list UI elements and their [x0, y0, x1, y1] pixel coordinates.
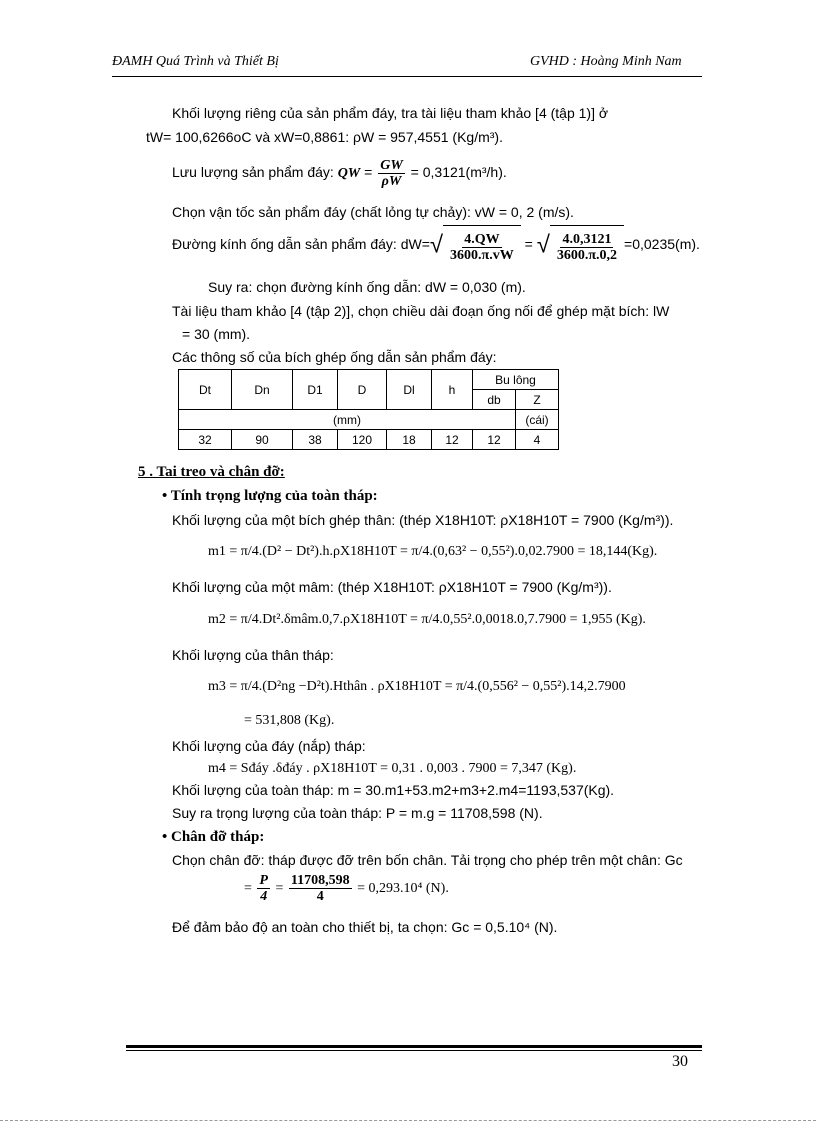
table-cell: 38	[293, 430, 338, 450]
table-cell: 90	[232, 430, 293, 450]
m1-formula: m1 = π/4.(D² − Dt²).h.ρX18H10T = π/4.(0,63² − 0,55²).0,02.7900 = 18,144(Kg).	[208, 544, 658, 559]
flow-num: GW	[380, 157, 403, 173]
leg-num2: 11708,598	[290, 873, 350, 889]
leg-den2: 4	[316, 889, 324, 905]
m4-formula: m4 = Sđáy .δđáy . ρX18H10T = 0,31 . 0,003 . 7900 = 7,347 (Kg).	[208, 761, 577, 776]
flow-lhs: QW	[337, 166, 361, 181]
sqrt-icon: √	[429, 231, 444, 259]
m3-formula: m3 = π/4.(D²ng −D²t).Hthân . ρX18H10T = π/4.(0,556² − 0,55²).14,2.7900	[208, 679, 626, 694]
table-cell: 32	[179, 430, 232, 450]
table-cell: 12	[432, 430, 473, 450]
flow-prefix: Lưu lượng sản phẩm đáy:	[172, 164, 338, 180]
flow-den: ρW	[381, 173, 402, 189]
th-d1: D1	[293, 370, 338, 410]
diameter-prefix: Đường kính ống dẫn sản phẩm đáy: dW=	[172, 236, 430, 252]
th-dl: Dl	[387, 370, 432, 410]
diameter-num1: 4.QW	[464, 231, 500, 247]
m-total: Khối lượng của toàn tháp: m = 30.m1+53.m2+m3+2.m4=1193,537(Kg).	[172, 782, 615, 798]
header-rule	[112, 76, 702, 77]
diameter-frac1	[448, 232, 516, 263]
diameter-result: =0,0235(m).	[624, 236, 700, 252]
page-number: 30	[672, 1053, 688, 1070]
leg-text: Chọn chân đỡ: tháp được đỡ trên bốn chân. Tải trọng cho phép trên một chân: Gc	[172, 852, 683, 868]
density-line2: tW= 100,6266oC và xW=0,8861: ρW = 957,4551 (Kg/m³).	[146, 129, 503, 145]
th-h: h	[432, 370, 473, 410]
length-line1: Tài liệu tham khảo [4 (tập 2)], chọn chiều dài đoạn ống nối để ghép mặt bích: lW	[172, 303, 670, 319]
section-title: 5 . Tai treo và chân đỡ:	[138, 464, 285, 480]
table-cell: 18	[387, 430, 432, 450]
header-course: ĐAMH Quá Trình và Thiết Bị	[112, 54, 279, 69]
velocity-line: Chọn vận tốc sản phẩm đáy (chất lỏng tự chảy): vW = 0, 2 (m/s).	[172, 204, 574, 220]
leg-den1: 4	[260, 889, 268, 905]
choose-diameter: Suy ra: chọn đường kính ống dẫn: dW = 0,030 (m).	[208, 279, 526, 295]
diameter-frac2	[555, 232, 619, 263]
footer-rule-thin	[126, 1050, 702, 1051]
unit-cai: (cái)	[516, 410, 559, 430]
m2-text: Khối lượng của một mâm: (thép X18H10T: ρX18H10T = 7900 (Kg/m³)).	[172, 579, 612, 595]
th-bulong: Bu lông	[473, 370, 559, 390]
unit-mm: (mm)	[179, 410, 516, 430]
header-instructor: GVHD : Hoàng Minh Nam	[530, 54, 682, 69]
p-total: Suy ra trọng lượng của toàn tháp: P = m.g = 11708,598 (N).	[172, 805, 543, 821]
flange-table	[178, 369, 559, 450]
diameter-den2: 3600.π.0,2	[556, 247, 618, 263]
m2-formula: m2 = π/4.Dt².δmâm.0,7.ρX18H10T = π/4.0,55².0,0018.0,7.7900 = 1,955 (Kg).	[208, 612, 646, 627]
bullet-legs: • Chân đỡ tháp:	[162, 829, 265, 845]
footer-rule	[126, 1045, 702, 1048]
length-line2: = 30 (mm).	[182, 326, 251, 342]
sqrt-icon: √	[536, 231, 550, 259]
th-dt: Dt	[179, 370, 232, 410]
diameter-line: Đường kính ống dẫn sản phẩm đáy: dW=√ $\frac{4.QW}{3600.\pi.vW}$ = √ $\frac{4.0,3121}{3600.\pi.0,2}$ =0,0235(m).	[172, 224, 700, 266]
table-cell: 4	[516, 430, 559, 450]
flow-result: = 0,3121(m³/h).	[406, 164, 507, 180]
diameter-num2: 4.0,3121	[562, 231, 612, 247]
leg-frac2	[289, 873, 352, 904]
table-cell: 120	[338, 430, 387, 450]
th-db: db	[473, 390, 516, 410]
th-dn: Dn	[232, 370, 293, 410]
leg-result: = 0,293.10⁴ (N).	[357, 881, 449, 896]
page-break	[0, 1120, 816, 1121]
m4-text: Khối lượng của đáy (nắp) tháp:	[172, 738, 366, 754]
leg-num1: P	[259, 873, 268, 889]
final-line: Để đảm bảo độ an toàn cho thiết bị, ta chọn: Gc = 0,5.10⁴ (N).	[172, 919, 558, 935]
th-z: Z	[516, 390, 559, 410]
leg-frac1	[257, 873, 270, 904]
flow-line: Lưu lượng sản phẩm đáy: QW = $\frac{GW}{\rho W}$ = 0,3121(m³/h).	[172, 157, 507, 189]
m3-result: = 531,808 (Kg).	[244, 713, 335, 728]
bullet-weight: • Tính trọng lượng của toàn tháp:	[162, 488, 378, 504]
flow-fraction	[378, 158, 405, 189]
th-d: D	[338, 370, 387, 410]
m3-text: Khối lượng của thân tháp:	[172, 647, 334, 663]
m1-text: Khối lượng của một bích ghép thân: (thép X18H10T: ρX18H10T = 7900 (Kg/m³)).	[172, 512, 674, 528]
diameter-den1: 3600.π.vW	[450, 247, 514, 263]
table-caption: Các thông số của bích ghép ống dẫn sản phẩm đáy:	[172, 349, 497, 365]
density-line1: Khối lượng riêng của sản phẩm đáy, tra tài liệu tham khảo [4 (tập 1)] ở	[172, 105, 609, 121]
leg-formula: = $\frac{P}{4}$ = $\frac{11708,598}{4}$ = 0,293.10⁴ (N).	[244, 873, 449, 905]
table-cell: 12	[473, 430, 516, 450]
